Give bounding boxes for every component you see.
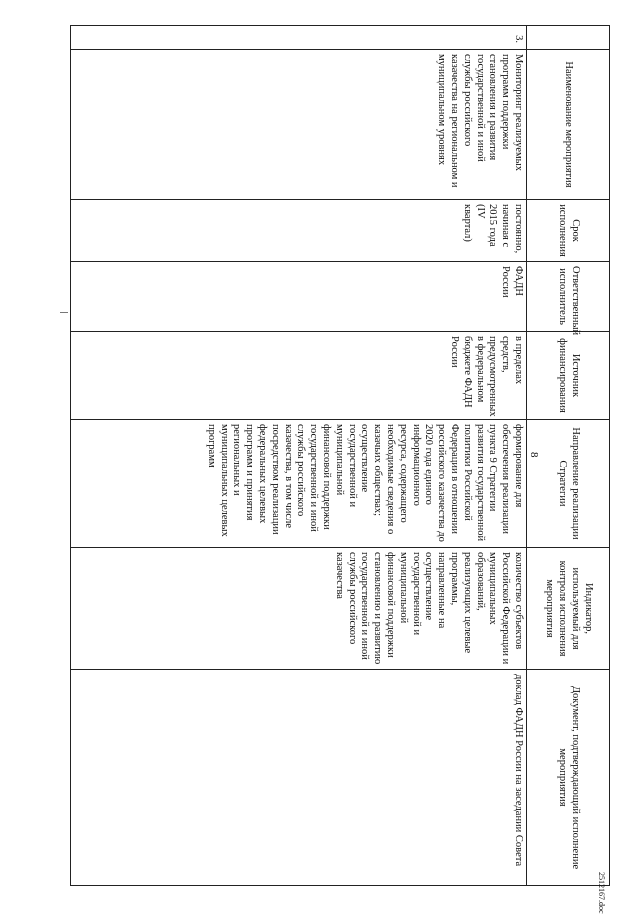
header-document: Документ, подтверждающий исполнение мероприятия xyxy=(527,670,610,886)
rotated-table-container xyxy=(70,25,610,885)
header-indicator: Индикатор, используемый для контроля исполнения мероприятия xyxy=(527,548,610,670)
footer-file-code: 2512167.doc xyxy=(597,872,606,914)
row-term: постоянно, начиная с 2015 года (IV квартал) xyxy=(71,200,527,262)
header-financing: Источник финансирования xyxy=(527,332,610,420)
scan-mark xyxy=(60,312,68,313)
row-direction: формирование для обеспечения реализации пункта 9 Стратегии развития государственной политики Российской Федерации в отношении российского казачества до 2020 года единого информационного ресурса, содержащего необходимые сведения о казачьих обществах; осуществление государственной и муниципальной финансовой поддержки государственной и иной службы российского казачества, в том числе посредством реализации федеральных целевых программ и принятия региональных и муниципальных целевых программ xyxy=(71,420,527,548)
header-number xyxy=(527,26,610,50)
header-term: Срок исполнения xyxy=(527,200,610,262)
row-financing: в пределах средств, предусмотренных в федеральном бюджете ФАДН России xyxy=(71,332,527,420)
row-document: доклад ФАДН России на заседании Совета xyxy=(71,670,527,886)
header-direction: Направление реализации Стратегии xyxy=(527,420,610,548)
row-activity-name: Мониторинг реализуемых программ поддержки становления и развития государственной и иной службы российского казачества на региональном и муниципальном уровнях xyxy=(71,50,527,200)
row-number: 3. xyxy=(71,26,527,50)
header-activity-name: Наименование мероприятия xyxy=(527,50,610,200)
row-executor: ФАДН России xyxy=(71,262,527,332)
header-executor: Ответственный исполнитель xyxy=(527,262,610,332)
page-number: 8 xyxy=(528,452,540,458)
row-indicator: количество субъектов Российской Федерации и муниципальных образований, реализующих целевые программы, направленные на осуществление государственной и муниципальной финансовой поддержки становлению и развитию государственной и иной службы российского казачества xyxy=(71,548,527,670)
table-row xyxy=(71,26,527,886)
table-header-row xyxy=(527,26,610,886)
activities-table xyxy=(70,25,610,886)
